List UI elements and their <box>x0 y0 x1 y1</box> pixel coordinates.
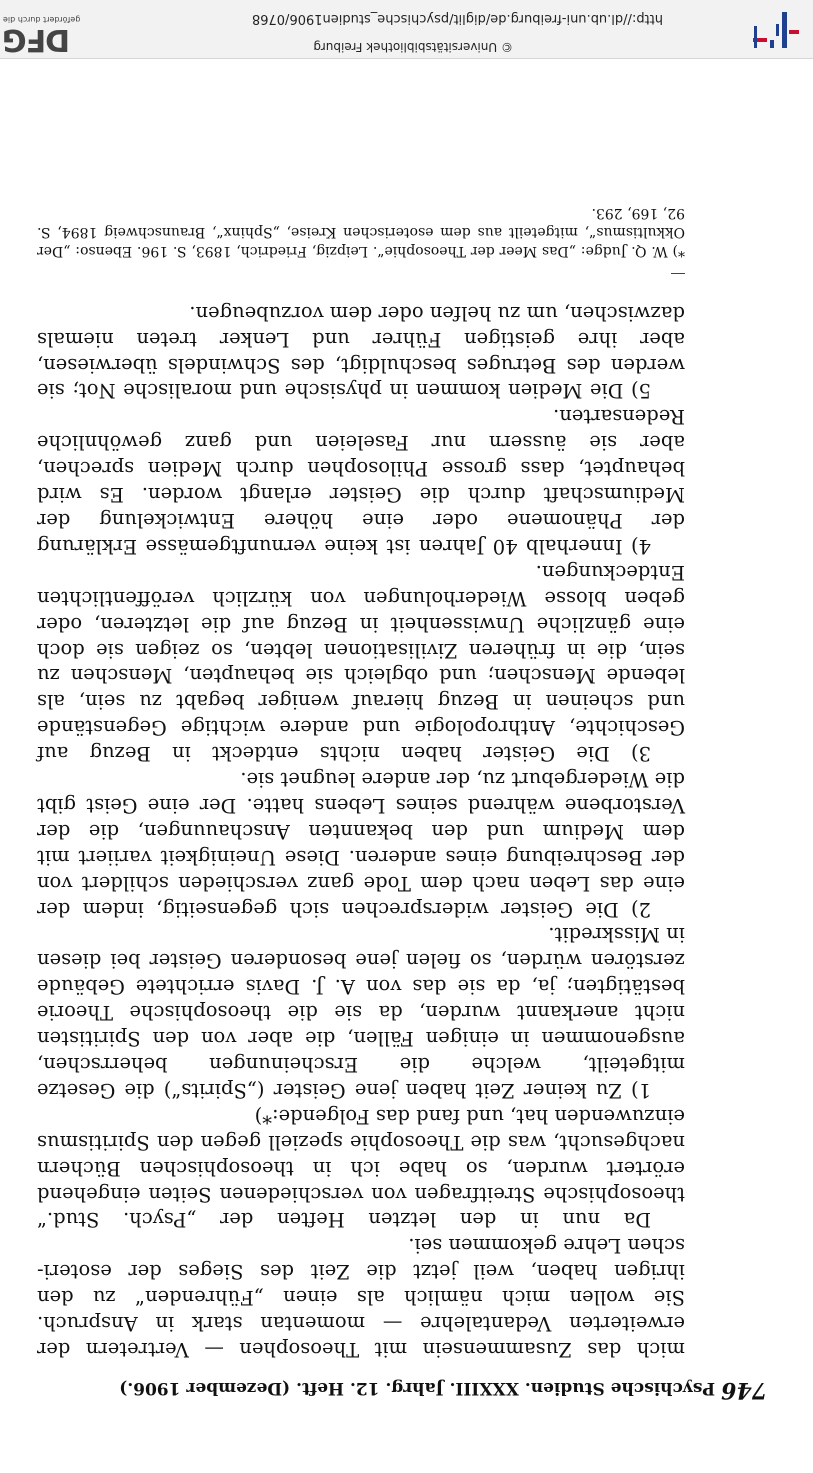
running-head-title: Psychische Studien. XXXIII. Jahrg. 12. Heft. (Dezember 1906.) <box>119 1378 716 1398</box>
paragraph: 2) Die Geister widersprechen sich gegenseitig, indem der eine das Leben nach dem Tode ganz verschieden schildert von der Beschreibung eines anderen. Diese Uneinigkeit variiert mit dem Medium und den bekannten Anschauungen, die der Verstorbene während seines Lebens hatte. Der eine Geist gibt die Wiedergeburt zu, der andere leugnet sie. <box>37 768 685 921</box>
text-line: ihrigen haben, weil jetzt die Zeit des Sieges der esoteri- <box>37 1260 685 1284</box>
paragraph: 5) Die Medien kommen in physische und moralische Not; sie werden des Betruges beschuldigt, des Schwindels überwiesen, aber ihre geistigen Führer und Lenker treten niemals dazwischen, um zu helfen oder dem vorzubeugen. <box>37 301 685 403</box>
dfg-logo <box>3 6 85 57</box>
footnote <box>37 203 685 260</box>
body-text <box>37 300 685 1362</box>
text-line: mich das Zusammensein mit Theosophen — Vertretern der <box>37 1338 685 1361</box>
page-number: 746 <box>721 1377 767 1403</box>
text-line: schen Lehre gekommen sei. <box>408 1234 685 1258</box>
paragraph: 4) Innerhalb 40 Jahren ist keine vernunftgemässe Erklärung der Phänomene oder eine höhere Entwickelung der Mediumschaft durch die Geister erlangt worden. Es wird behauptet, dass grosse Philosophen durch Medien sprechen, aber sie äussern nur Faseleien und ganz gewöhnliche Redensarten. <box>37 405 685 558</box>
paragraph: Da nun in den letzten Heften der „Psych. Stud.“ theosophische Streitfragen von verschiedenen Seiten eingehend erörtert wurden, so habe ich in theosophischen Büchern nachgesucht, was die Theosophie speziell gegen den Spiritismus einzuwenden hat, und fand das Folgende:*) <box>37 1104 685 1232</box>
paragraph: 3) Die Geister haben nichts entdeckt in Bezug auf Geschichte, Anthropologie und andere wichtige Gegenstände und scheinen in Bezug hierauf weniger begabt zu sein, als lebende Menschen; und obgleich sie behaupten, Menschen zu sein, die in früheren Zivilisationen lebten, so zeigen sie doch eine gänzliche Unwissenheit in Bezug auf die letzteren, oder geben blosse Wiederholungen von kürzlich veröffentlichten Entdeckungen. <box>37 560 685 766</box>
running-header <box>113 1377 767 1403</box>
viewer-footer <box>0 0 813 59</box>
footnote-text: *) W. Q. Judge: „Das Meer der Theosophie“. Leipzig, Friedrich, 1893, S. 196. Ebenso: „Der Okkultismus“, mitgeteilt aus dem esoterischen Kreise, „Sphinx“, Braunschweig 1894, S. 92, 169, 293. <box>37 205 685 259</box>
paragraph: 1) Zu keiner Zeit haben jene Geister („Spirits“) die Gesetze mitgeteilt, welche die Erscheinungen beherrschen, ausgenommen in einigen Fällen, die aber von den Spiritisten nicht anerkannt wurden, da sie die theosophische Theorie bestätigten; ja, da sie das von A. J. Davis errichtete Gebäude zerstören würden, so fielen jene besonderen Geister bei diesen in Misskredit. <box>37 923 685 1102</box>
permalink[interactable]: http://dl.ub.uni-freiburg.de/diglit/psychische_studien1906/0768 <box>251 11 663 26</box>
dfg-wordmark: DFG <box>3 22 71 57</box>
text-line: Sie wollen mich nämlich als einen „Führenden“ zu den <box>37 1286 685 1310</box>
text-line: erweiterten Vedantalehre — momentan stark in Anspruch. <box>37 1312 685 1336</box>
copyright-notice: © Universitätsbibliothek Freiburg <box>313 40 513 54</box>
footnote-separator <box>671 273 685 274</box>
dfg-funded-caption: gefördert durch die <box>3 15 81 24</box>
university-freiburg-logo-icon <box>749 8 801 52</box>
